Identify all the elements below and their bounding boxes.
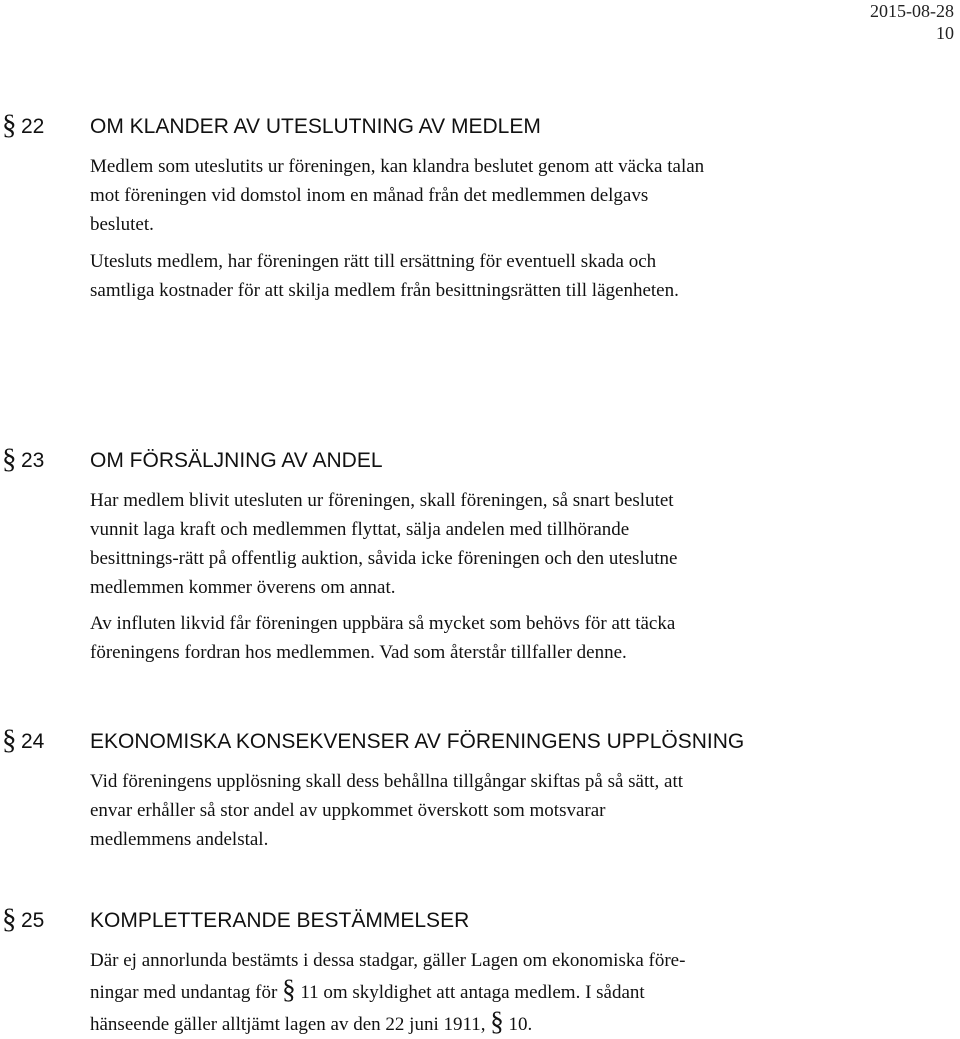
text-line: Medlem som uteslutits ur föreningen, kan klandra beslutet genom att väcka talan — [90, 156, 705, 177]
text-line: Där ej annorlunda bestämts i dessa stadgar, gäller Lagen om ekonomiska före- — [90, 950, 686, 971]
section-sign-icon: § — [2, 724, 17, 756]
section-title: EKONOMISKA KONSEKVENSER AV FÖRENINGENS UPPLÖSNING — [90, 730, 745, 753]
text-line: föreningens fordran hos medlemmen. Vad som återstår tillfaller denne. — [90, 642, 627, 663]
paragraph-sign-icon: § — [490, 1006, 504, 1036]
section-sign-icon: § — [2, 443, 17, 475]
paragraph — [90, 247, 880, 305]
section-heading — [0, 443, 940, 479]
section-heading — [0, 109, 940, 145]
text-run: hänseende gäller alltjämt lagen av den 22 juni 1911, — [90, 1014, 491, 1035]
text-line: Har medlem blivit utesluten ur föreningen, skall föreningen, så snart beslutet — [90, 490, 674, 511]
paragraph — [90, 152, 880, 239]
text-line: samtliga kostnader för att skilja medlem från besittningsrätten till lägenheten. — [90, 280, 679, 301]
text-line: Vid föreningens upplösning skall dess behållna tillgångar skiftas på så sätt, att — [90, 771, 684, 792]
section-number: 24 — [21, 730, 45, 753]
text-line: besittnings-rätt på offentlig auktion, såvida icke föreningen och den uteslutne — [90, 548, 678, 569]
text-line: medlemmen kommer överens om annat. — [90, 577, 396, 598]
text-line: envar erhåller så stor andel av uppkommet överskott som motsvarar — [90, 800, 606, 821]
text-line — [90, 975, 880, 1007]
section-22 — [0, 109, 940, 305]
text-line: Utesluts medlem, har föreningen rätt till ersättning för eventuell skada och — [90, 251, 657, 272]
section-title: OM KLANDER AV UTESLUTNING AV MEDLEM — [90, 115, 541, 138]
section-23 — [0, 443, 940, 667]
section-title: KOMPLETTERANDE BESTÄMMELSER — [90, 909, 470, 932]
section-number: 23 — [21, 449, 45, 472]
text-line: beslutet. — [90, 214, 154, 235]
section-heading — [0, 903, 940, 939]
header-page-number: 10 — [936, 23, 954, 43]
text-line: Av influten likvid får föreningen uppbära så mycket som behövs för att täcka — [90, 613, 676, 634]
paragraph-sign-icon: § — [282, 974, 296, 1004]
text-run: 10. — [503, 1014, 533, 1035]
section-sign-icon: § — [2, 109, 17, 141]
text-line: vunnit laga kraft och medlemmen flyttat, sälja andelen med tillhörande — [90, 519, 630, 540]
paragraph — [90, 486, 880, 602]
page-header — [870, 0, 954, 44]
paragraph — [90, 767, 880, 854]
text-run: ningar med undantag för — [90, 982, 283, 1003]
text-line: mot föreningen vid domstol inom en månad från det medlemmen delgavs — [90, 185, 649, 206]
paragraph — [90, 946, 880, 1039]
text-line: medlemmens andelstal. — [90, 829, 269, 850]
section-sign-icon: § — [2, 903, 17, 935]
section-number: 25 — [21, 909, 45, 932]
paragraph — [90, 609, 880, 667]
section-number: 22 — [21, 115, 45, 138]
section-title: OM FÖRSÄLJNING AV ANDEL — [90, 449, 383, 472]
section-24 — [0, 724, 940, 854]
text-run: 11 om skyldighet att antaga medlem. I sådant — [295, 982, 645, 1003]
section-heading — [0, 724, 940, 760]
section-25 — [0, 903, 940, 1039]
text-line — [90, 1007, 880, 1039]
header-date: 2015-08-28 — [870, 1, 954, 21]
